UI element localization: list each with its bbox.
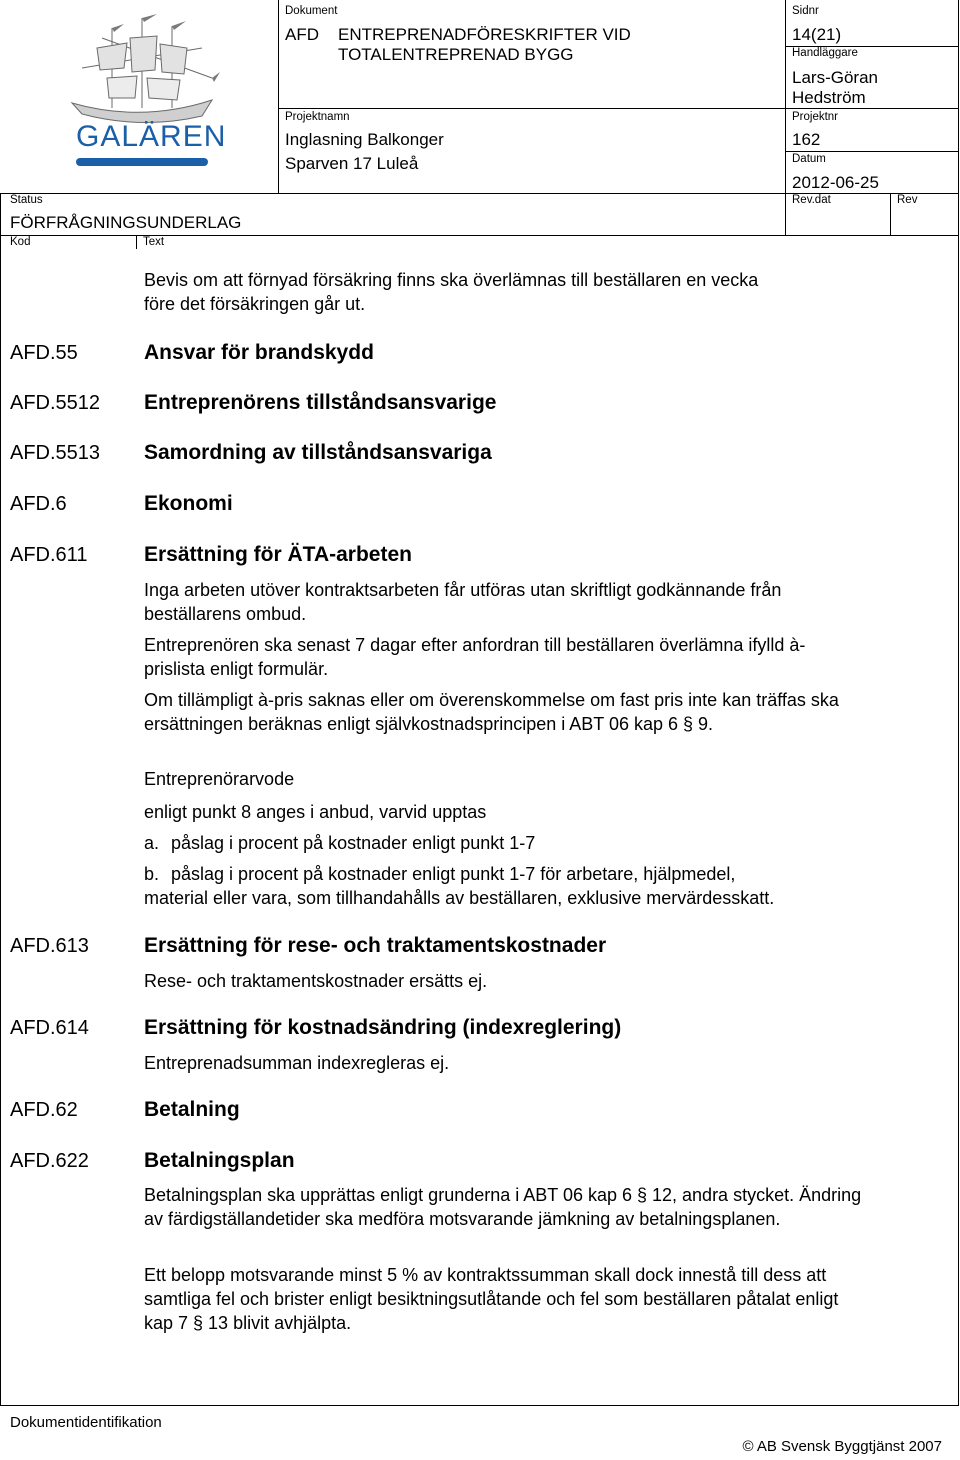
section-heading: Ersättning för kostnadsändring (indexreglering)	[144, 1016, 622, 1039]
header-divider	[785, 46, 958, 47]
paragraph: Entreprenadsumman indexregleras ej.	[144, 1053, 450, 1073]
section-code: AFD.613	[10, 935, 89, 957]
list-item-marker: b.	[144, 864, 160, 884]
paragraph: Entreprenörarvode	[144, 769, 295, 789]
text-label: Text	[143, 236, 165, 248]
document-id-label: Dokumentidentifikation	[10, 1414, 162, 1431]
list-item	[144, 862, 735, 886]
sidnr-label: Sidnr	[792, 5, 819, 17]
section-code: AFD.5512	[10, 392, 101, 414]
section-code: AFD.622	[10, 1150, 89, 1172]
dokument-title-line2: TOTALENTREPRENAD BYGG	[338, 45, 574, 64]
footer-divider	[0, 1405, 959, 1406]
section-heading: Ersättning för rese- och traktamentskostnader	[144, 934, 607, 957]
header-divider	[0, 235, 958, 236]
list-item	[144, 831, 535, 855]
section-code: AFD.62	[10, 1099, 78, 1121]
datum-value: 2012-06-25	[792, 173, 879, 192]
rev-label: Rev	[897, 194, 918, 206]
galleon-ship-icon	[62, 8, 222, 138]
header-divider	[785, 151, 958, 152]
header-divider	[0, 193, 958, 194]
paragraph: Entreprenören ska senast 7 dagar efter anfordran till beställaren överlämna ifylld à-prislista enligt formulär.	[144, 635, 806, 679]
projektnamn-value-line1: Inglasning Balkonger	[285, 130, 444, 149]
dokument-label: Dokument	[285, 5, 338, 17]
paragraph: Rese- och traktamentskostnader ersätts ej.	[144, 971, 488, 991]
section-heading: Entreprenörens tillståndsansvarige	[144, 391, 497, 414]
header-divider	[890, 193, 891, 235]
revdat-label: Rev.dat	[792, 194, 831, 206]
section-heading: Ekonomi	[144, 492, 233, 515]
section-code: AFD.614	[10, 1017, 89, 1039]
section-code: AFD.55	[10, 342, 78, 364]
handlaggare-value-line2: Hedström	[792, 88, 866, 107]
list-item-continuation: material eller vara, som tillhandahålls av beställaren, exklusive mervärdesskatt.	[144, 888, 775, 908]
section-heading: Betalning	[144, 1098, 240, 1121]
section-heading: Betalningsplan	[144, 1149, 295, 1172]
header-divider	[136, 235, 137, 249]
paragraph: enligt punkt 8 anges i anbud, varvid upptas	[144, 802, 487, 822]
header-divider	[278, 108, 958, 109]
list-item-marker: a.	[144, 833, 160, 853]
header-divider	[278, 0, 279, 193]
copyright-text: © AB Svensk Byggtjänst 2007	[742, 1438, 942, 1455]
paragraph: Om tillämpligt à-pris saknas eller om överenskommelse om fast pris inte kan träffas ska ersättningen beräknas enligt självkostnadsprincipen i ABT 06 kap 6 § 9.	[144, 690, 839, 734]
projektnamn-value-line2: Sparven 17 Luleå	[285, 154, 419, 173]
projektnr-value: 162	[792, 130, 821, 149]
dokument-code: AFD	[285, 25, 319, 44]
page-border-left	[0, 193, 1, 1405]
paragraph: Inga arbeten utöver kontraktsarbeten får utföras utan skriftligt godkännande från beställarens ombud.	[144, 580, 782, 624]
logo-wave	[76, 158, 208, 166]
header-divider	[785, 0, 786, 235]
intro-line1: Bevis om att förnyad försäkring finns ska överlämnas till beställaren en vecka	[144, 270, 759, 290]
projektnr-label: Projektnr	[792, 111, 839, 123]
kod-label: Kod	[10, 236, 31, 248]
dokument-title-line1: ENTREPRENADFÖRESKRIFTER VID	[338, 25, 631, 44]
projektnamn-label: Projektnamn	[285, 111, 350, 123]
section-heading: Ersättning för ÄTA-arbeten	[144, 543, 412, 566]
section-code: AFD.611	[10, 544, 88, 566]
status-label: Status	[10, 194, 43, 206]
section-heading: Samordning av tillståndsansvariga	[144, 441, 492, 464]
list-item-text: påslag i procent på kostnader enligt punkt 1-7 för arbetare, hjälpmedel,	[171, 864, 736, 884]
datum-label: Datum	[792, 153, 826, 165]
section-code: AFD.5513	[10, 442, 101, 464]
handlaggare-value-line1: Lars-Göran	[792, 68, 878, 87]
status-value: FÖRFRÅGNINGSUNDERLAG	[10, 213, 242, 232]
sidnr-value: 14(21)	[792, 25, 842, 44]
logo-wordmark: GALÄREN	[76, 120, 227, 153]
paragraph: Betalningsplan ska upprättas enligt grunderna i ABT 06 kap 6 § 12, andra stycket. Ändring av färdigställandetider ska medföra motsvarande jämkning av betalningsplanen.	[144, 1185, 862, 1229]
intro-line2: före det försäkringen går ut.	[144, 294, 366, 314]
handlaggare-label: Handläggare	[792, 47, 858, 59]
page-border-right	[958, 0, 959, 1405]
list-item-text: påslag i procent på kostnader enligt punkt 1-7	[171, 833, 536, 853]
paragraph: Ett belopp motsvarande minst 5 % av kontraktssumman skall dock innestå till dess att samtliga fel och brister enligt besiktningsutlåtande och fel som beställaren påtalat enligt kap 7 § 13 blivit avhjälpta.	[144, 1265, 839, 1333]
section-code: AFD.6	[10, 493, 67, 515]
galaren-logo	[62, 8, 227, 178]
section-heading: Ansvar för brandskydd	[144, 341, 374, 364]
